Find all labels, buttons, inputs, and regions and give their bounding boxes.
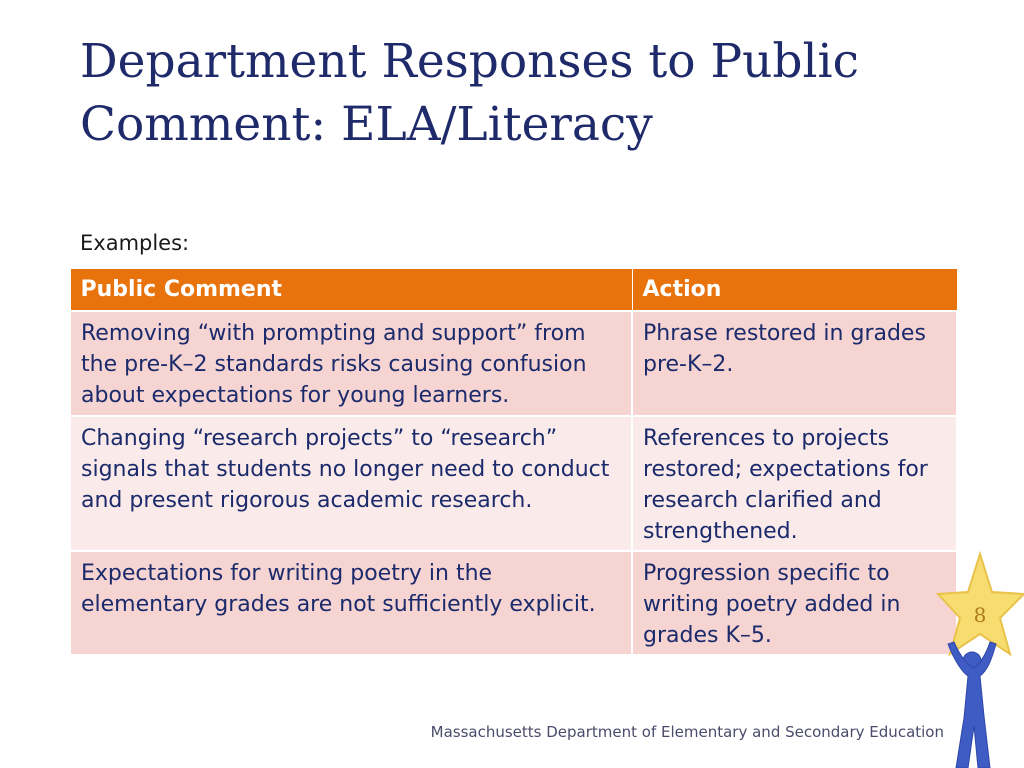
header-public-comment: Public Comment [70,269,632,312]
table-row [70,416,957,551]
person-figure [948,642,996,768]
comment-cell: Expectations for writing poetry in the elementary grades are not sufficiently explicit. [70,551,632,655]
table-row [70,311,957,416]
action-cell: References to projects restored; expectations for research clarified and strengthened. [632,416,957,551]
table-header-row [70,269,957,312]
slide-title: Department Responses to Public Comment: ELA/Literacy [80,34,859,152]
header-action: Action [632,269,957,312]
action-cell: Phrase restored in grades pre-K–2. [632,311,957,416]
footer-text: Massachusetts Department of Elementary and Secondary Education [430,723,944,741]
examples-label: Examples: [80,231,190,255]
comments-table [69,268,958,656]
comment-cell: Removing “with prompting and support” from the pre-K–2 standards risks causing confusion about expectations for young learners. [70,311,632,416]
action-cell: Progression specific to writing poetry added in grades K–5. [632,551,957,655]
comment-cell: Changing “research projects” to “research” signals that students no longer need to conduct and present rigorous academic research. [70,416,632,551]
table-row [70,551,957,655]
star-mascot-icon [934,548,1024,768]
page-number: 8 [973,603,987,627]
